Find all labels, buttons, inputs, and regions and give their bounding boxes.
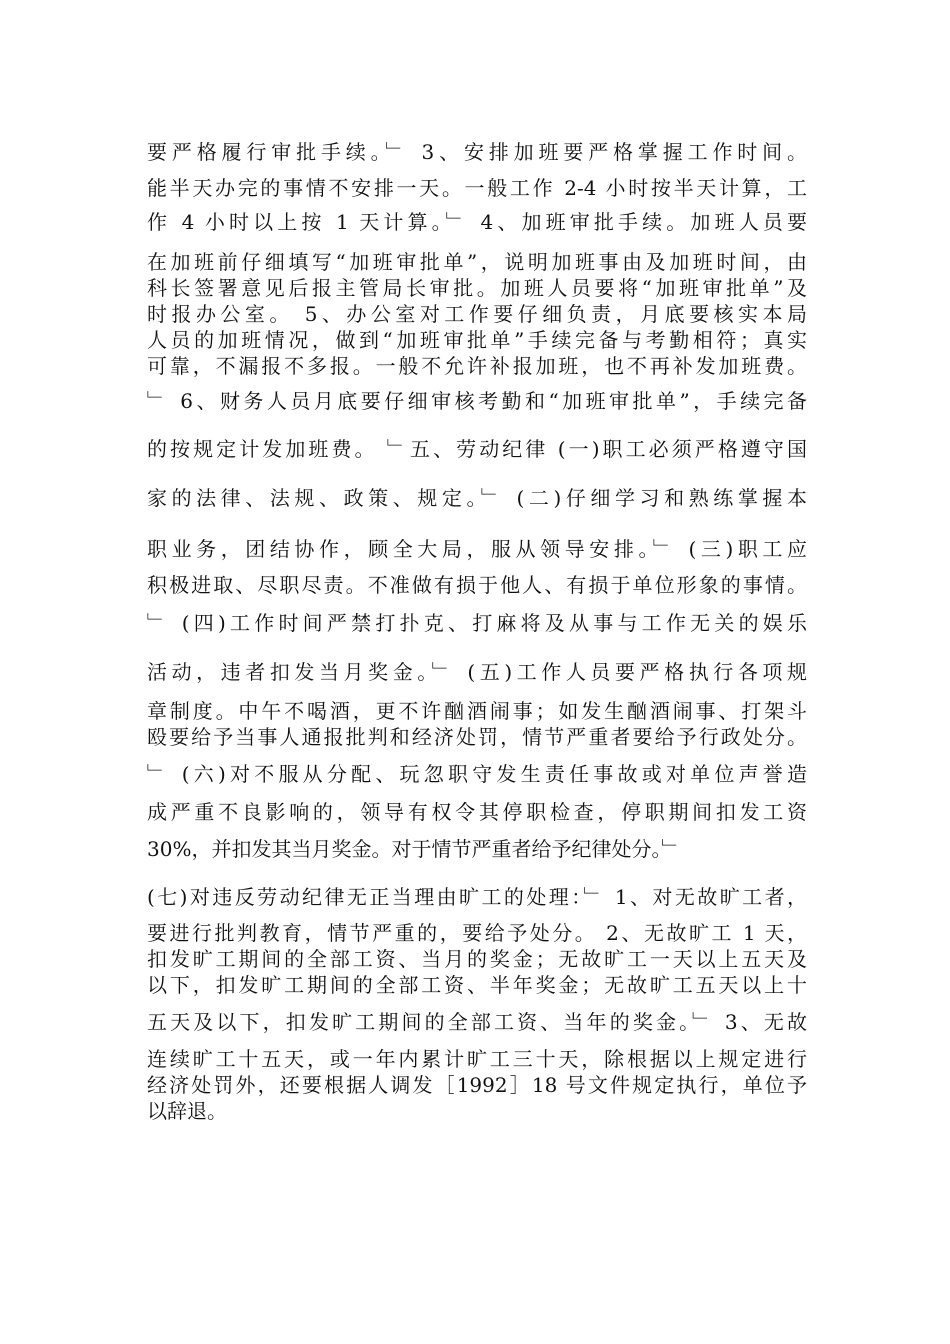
text-line: 连续旷工十五天，或一年内累计旷工三十天，除根据以上规定进行 xyxy=(147,1047,807,1071)
text-line: 扣发旷工期间的全部工资、当月的奖金；无故旷工一天以上五天及 xyxy=(147,947,807,971)
text-line: ﹂ 6、财务人员月底要仔细审核考勤和“加班审批单”，手续完备 xyxy=(147,389,807,413)
text-line: 30%，并扣发其当月奖金。对于情节严重者给予纪律处分。﹂ xyxy=(147,837,682,861)
text-line: 殴要给予当事人通报批判和经济处罚，情节严重者要给予行政处分。 xyxy=(147,725,807,749)
text-line: 作 4 小时以上按 1 天计算。﹂ 4、加班审批手续。加班人员要 xyxy=(147,210,807,234)
text-line: 家的法律、法规、政策、规定。﹂ (二)仔细学习和熟练掌握本 xyxy=(147,486,807,510)
text-line: 以辞退。 xyxy=(147,1099,227,1123)
text-line: 职业务，团结协作，顾全大局，服从领导安排。﹂ (三)职工应 xyxy=(147,537,807,561)
text-line: 章制度。中午不喝酒，更不许酗酒闹事；如发生酗酒闹事、打架斗 xyxy=(147,699,807,723)
text-line: 要进行批判教育，情节严重的，要给予处分。 2、无故旷工 1 天， xyxy=(147,921,807,945)
text-line: 经济处罚外，还要根据人调发［1992］18 号文件规定执行，单位予 xyxy=(147,1073,807,1097)
text-line: 时报办公室。 5、办公室对工作要仔细负责，月底要核实本局 xyxy=(147,302,807,326)
text-line: ﹂ (六)对不服从分配、玩忽职守发生责任事故或对单位声誉造 xyxy=(147,762,807,786)
text-line: 五天及以下，扣发旷工期间的全部工资、当年的奖金。﹂ 3、无故 xyxy=(147,1010,807,1034)
text-line: 以下，扣发旷工期间的全部工资、半年奖金；无故旷工五天以上十 xyxy=(147,973,807,997)
text-line: 要严格履行审批手续。﹂ 3、安排加班要严格掌握工作时间。 xyxy=(147,140,807,164)
text-line: 成严重不良影响的，领导有权令其停职检查，停职期间扣发工资 xyxy=(147,800,807,824)
text-line: 在加班前仔细填写“加班审批单”，说明加班事由及加班时间，由 xyxy=(147,250,807,274)
text-line: 人员的加班情况，做到“加班审批单”手续完备与考勤相符；真实 xyxy=(147,328,807,352)
text-line: 的按规定计发加班费。 ﹂五、劳动纪律 (一)职工必须严格遵守国 xyxy=(147,437,807,461)
text-line: 积极进取、尽职尽责。不准做有损于他人、有损于单位形象的事情。 xyxy=(147,573,807,597)
text-line: ﹂ (四)工作时间严禁打扑克、打麻将及从事与工作无关的娱乐 xyxy=(147,611,807,635)
text-line: 活动，违者扣发当月奖金。﹂ (五)工作人员要严格执行各项规 xyxy=(147,660,807,684)
text-line: 可靠，不漏报不多报。一般不允许补报加班，也不再补发加班费。 xyxy=(147,354,807,378)
text-line: 能半天办完的事情不安排一天。一般工作 2-4 小时按半天计算，工 xyxy=(147,176,807,200)
text-line: (七)对违反劳动纪律无正当理由旷工的处理：﹂ 1、对无故旷工者， xyxy=(147,885,807,909)
text-line: 科长签署意见后报主管局长审批。加班人员要将“加班审批单”及 xyxy=(147,276,807,300)
